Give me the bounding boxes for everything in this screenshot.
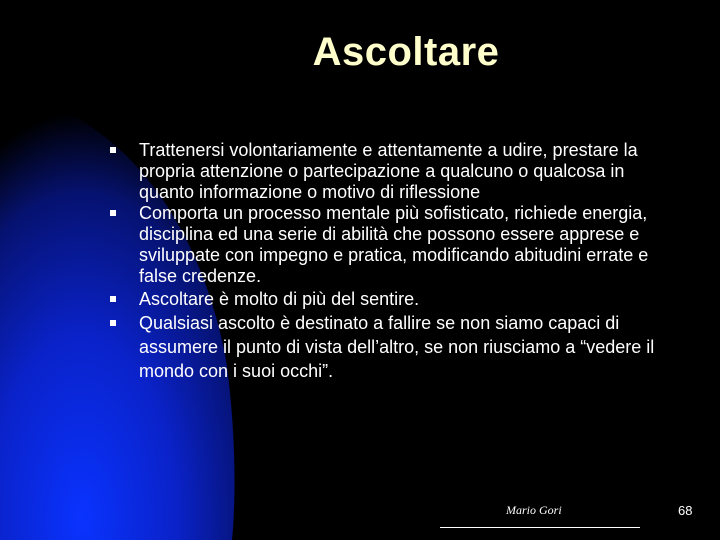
square-bullet-icon: [110, 210, 116, 216]
square-bullet-icon: [110, 296, 116, 302]
list-item: [110, 287, 670, 311]
bullet-text: Qualsiasi ascolto è destinato a fallire se non siamo capaci di assumere il punto di vista dell’altro, se non riusciamo a “vedere il mondo con i suoi occhi”.: [139, 313, 655, 381]
bullet-list: [110, 140, 670, 383]
bullet-text: Trattenersi volontariamente e attentamente a udire, prestare la propria attenzione o partecipazione a qualcuno o qualcosa in quanto informazione o motivo di riflessione: [139, 140, 638, 202]
list-item: [110, 140, 670, 203]
list-item: [110, 203, 670, 287]
list-item: [110, 311, 670, 383]
page-number: 68: [678, 503, 693, 518]
bullet-text: Ascoltare è molto di più del sentire.: [139, 289, 420, 309]
bullet-text: Comporta un processo mentale più sofisticato, richiede energia, disciplina ed una serie di abilità che possono essere apprese e sviluppate con impegno e pratica, modificando abitudini errate e false credenze.: [139, 203, 649, 286]
footer-divider: [440, 527, 640, 528]
footer-author: Mario Gori: [506, 503, 562, 517]
square-bullet-icon: [110, 147, 116, 153]
slide-title: Ascoltare: [312, 30, 500, 74]
square-bullet-icon: [110, 320, 116, 326]
